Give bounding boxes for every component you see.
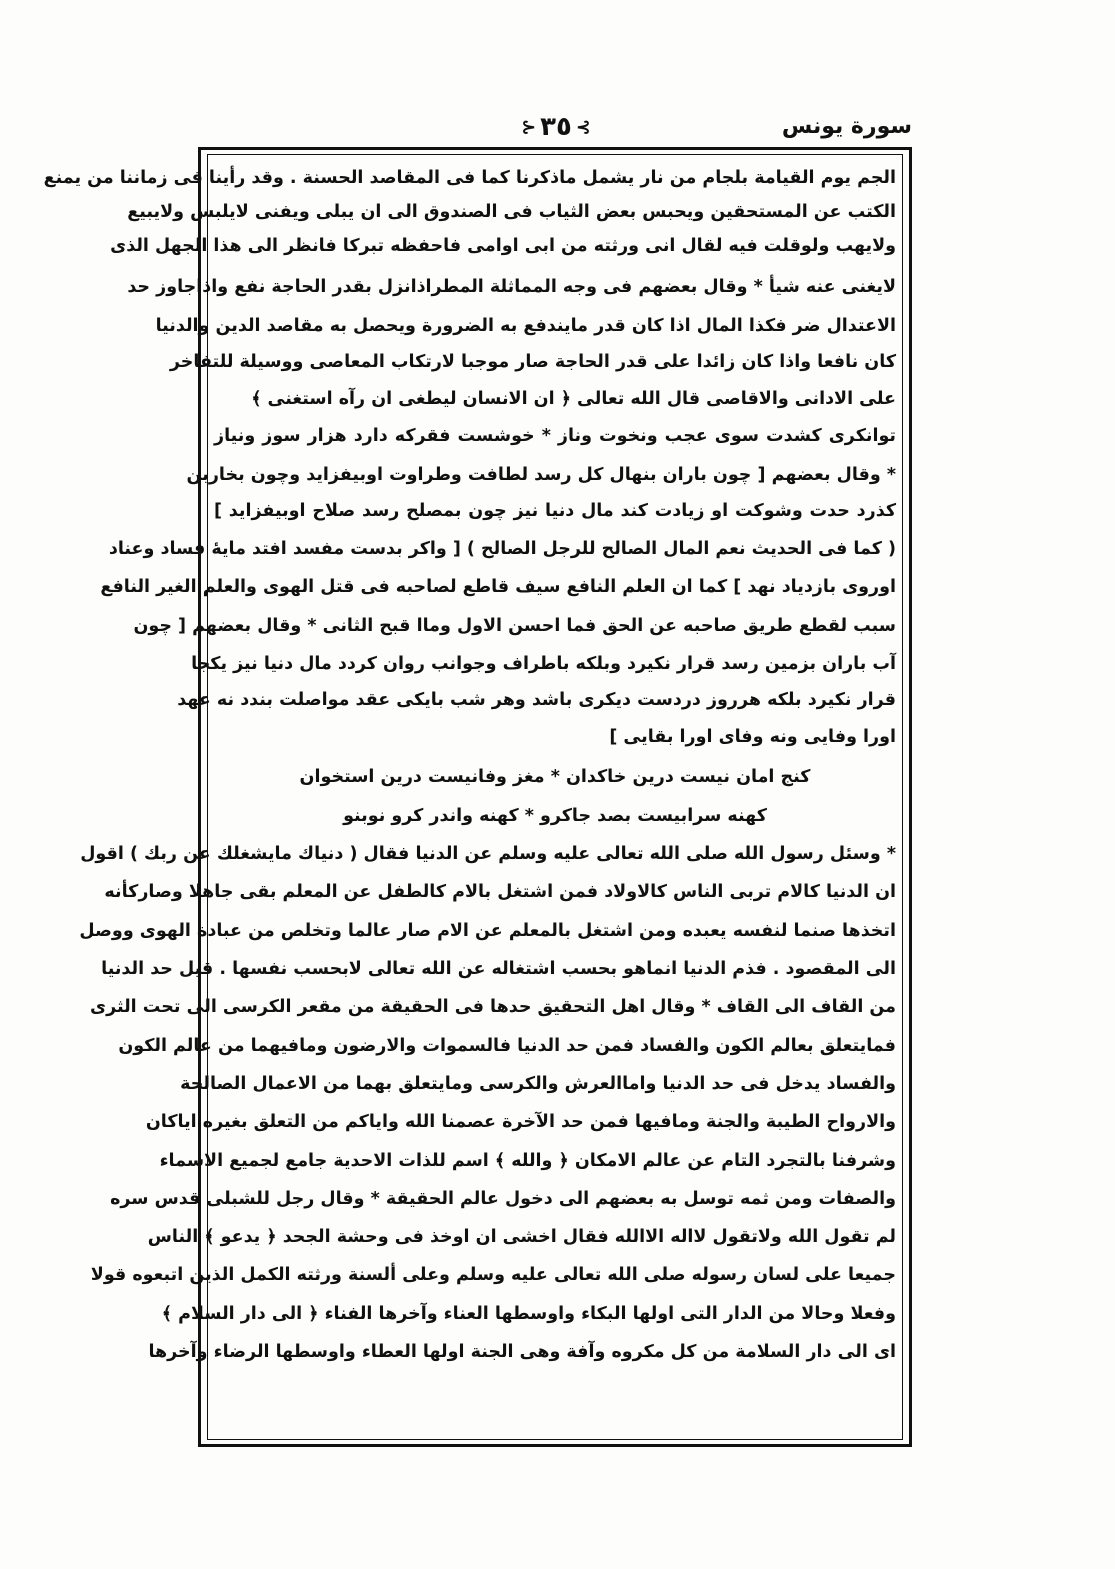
text-line: سبب لقطع طريق صاحبه عن الحق فما احسن الاول وماا قبح الثانى * وقال بعضهم [ چون (133, 616, 896, 636)
text-line: جميعا على لسان رسوله صلى الله تعالى عليه وسلم وعلى ألسنة ورثته الكمل الذين اتبعوه قولا (90, 1265, 896, 1285)
text-line: * وسئل رسول الله صلى الله تعالى عليه وسلم عن الدنيا فقال ( دنياك مايشغلك عن ربك ) اقول (80, 844, 896, 864)
text-line: اوروى بازدياد نهد ] كما ان العلم النافع سيف قاطع لصاحبه فى قتل الهوى والعلم الغير النافع (100, 577, 896, 597)
text-line: آب باران بزمين رسد قرار نكيرد وبلكه باطراف وجوانب روان كردد مال دنيا نيز يكجا (191, 654, 896, 674)
text-line: قرار نكيرد بلكه هرروز دردست ديكرى باشد وهر شب بايكى عقد مواصلت بندد نه عهد (177, 690, 896, 710)
text-line: ان الدنيا كالام تربى الناس كالاولاد فمن اشتغل بالام كالطفل عن المعلم بقى جاهلا وصاركأنه (104, 882, 896, 902)
page-number (517, 112, 595, 142)
verse-line: كهنه سرابيست بصد جاكرو * كهنه واندر كرو نوبنو (343, 806, 767, 826)
text-line: الاعتدال ضر فكذا المال اذا كان قدر مايندفع به الضرورة ويحصل به مقاصد الدين والدنيا (155, 316, 896, 336)
text-line: ولايهب ولوقلت فيه لقال انى ورثته من ابى اوامى فاحفظه تبركا فانظر الى هذا الجهل الذى (110, 236, 896, 256)
text-line: كذرد حدت وشوكت او زيادت كند مال دنيا نيز چون بمصلح رسد صلاح اوبيفزايد ] (214, 501, 896, 521)
text-line: وفعلا وحالا من الدار التى اولها البكاء واوسطها العناء وآخرها الفناء ﴿ الى دار السلام ﴾ (161, 1304, 896, 1324)
page-header (200, 110, 912, 146)
text-line: اتخذها صنما لنفسه يعبده ومن اشتغل بالمعلم عن الام صار عالما وتخلص من عبادة الهوى ووصل (79, 921, 896, 941)
text-line: من القاف الى القاف * وقال اهل التحقيق حدها فى الحقيقة من مقعر الكرسى الى تحت الثرى (90, 997, 896, 1017)
text-line: اورا وفايى ونه وفاى اورا بقايى ] (609, 727, 896, 747)
text-line: والارواح الطيبة والجنة ومافيها فمن حد الآخرة عصمنا الله واياكم من التعلق بغيره اياكان (145, 1112, 896, 1132)
text-line: على الادانى والاقاصى قال الله تعالى ﴿ ان الانسان ليطغى ان رآه استغنى ﴾ (251, 389, 896, 409)
text-line: توانكرى كشدت سوى عجب ونخوت وناز * خوشست فقركه دارد هزار سوز ونياز (214, 426, 896, 446)
text-line: اى الى دار السلامة من كل مكروه وآفة وهى الجنة اولها العطاء واوسطها الرضاء وآخرها (148, 1342, 896, 1362)
verse-line: كنج امان نيست درين خاكدان * مغز وفانيست درين استخوان (299, 767, 811, 787)
text-line: ( كما فى الحديث نعم المال الصالح للرجل الصالح ) [ واكر بدست مفسد افتد مايهٔ فساد وعناد (108, 539, 896, 559)
ornament-left-icon: ⊰ (521, 117, 537, 138)
text-line: والفساد يدخل فى حد الدنيا واماالعرش والكرسى ومايتعلق بهما من الاعمال الصالحة (180, 1074, 896, 1094)
body-text (43, 158, 896, 1436)
text-line: لم تقول الله ولاتقول لااله الاالله فقال اخشى ان اوخذ فى وحشة الجحد ﴿ يدعو ﴾ الناس (147, 1227, 896, 1247)
text-line: لايغنى عنه شيأ * وقال بعضهم فى وجه المماثلة المطراذانزل بقدر الحاجة نفع واذاجاوز حد (127, 277, 896, 297)
ornament-right-icon: ⊱ (575, 117, 591, 138)
text-line: الجم يوم القيامة بلجام من نار يشمل ماذكرنا كما فى المقاصد الحسنة . وقد رأينا فى زماننا من يمنع (43, 168, 896, 188)
text-line: الى المقصود . فذم الدنيا انماهو بحسب اشتغاله عن الله تعالى لابحسب نفسها . قيل حد الدنيا (101, 959, 896, 979)
text-line: فمايتعلق بعالم الكون والفساد فمن حد الدنيا فالسموات والارضون ومافيهما من عالم الكون (118, 1036, 896, 1056)
text-line: وشرفنا بالتجرد التام عن عالم الامكان ﴿ والله ﴾ اسم للذات الاحدية جامع لجميع الاسماء (159, 1151, 896, 1171)
text-line: * وقال بعضهم [ چون باران بنهال كل رسد لطافت وطراوت اوبيفزايد وچون بخاربن (186, 465, 896, 485)
text-line: كان نافعا واذا كان زائدا على قدر الحاجة صار موجبا لارتكاب المعاصى ووسيلة للتفاخر (169, 352, 896, 372)
text-line: الكتب عن المستحقين ويحبس بعض الثياب فى الصندوق الى ان يبلى ويفنى لايلبس ولايبيع (127, 202, 896, 222)
page-number-value: ٣٥ (540, 112, 572, 142)
text-line: والصفات ومن ثمه توسل به بعضهم الى دخول عالم الحقيقة * وقال رجل للشبلى قدس سره (110, 1189, 896, 1209)
surah-title: سورة يونس (781, 114, 912, 139)
